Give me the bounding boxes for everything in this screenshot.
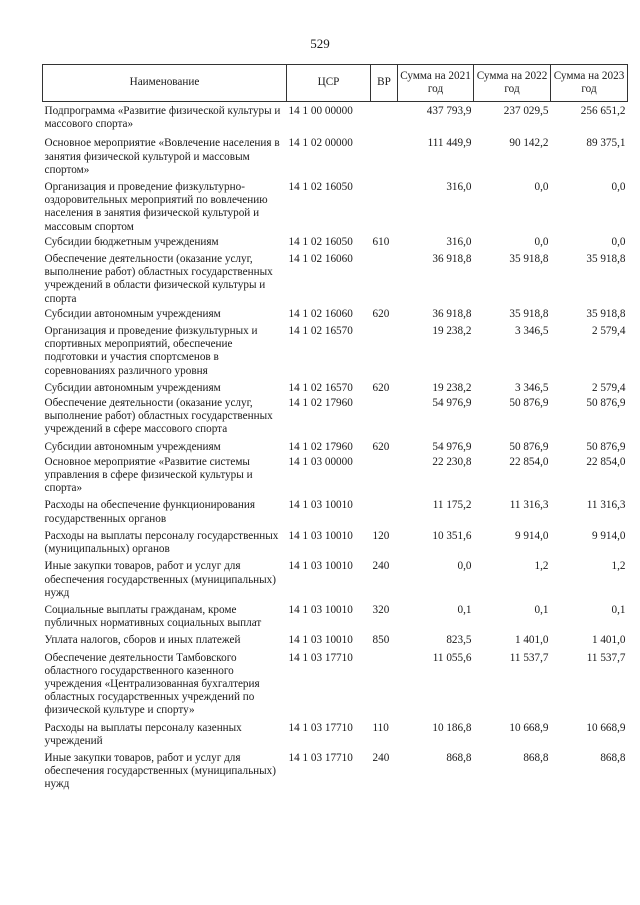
header-sum-2023: Сумма на 2023 год (551, 65, 628, 102)
row-name: Субсидии автономным учреждениям (44, 307, 221, 320)
row-name: Обеспечение деятельности (оказание услуг, выполнение работ) областных государственных учреждений в сфере массового спорта (44, 397, 273, 436)
header-code: ЦСР (287, 65, 371, 102)
row-sum-2021: 22 230,8 (432, 455, 472, 468)
row-vr: 620 (372, 307, 390, 320)
row-name: Уплата налогов, сборов и иных платежей (44, 634, 241, 647)
row-sum-2021: 11 175,2 (432, 499, 472, 512)
table-row (43, 526, 628, 556)
table-row (43, 748, 628, 792)
row-sum-2022: 0,0 (534, 181, 549, 194)
row-sum-2022: 1,2 (534, 560, 549, 573)
header-sum-2022: Сумма на 2022 год (474, 65, 551, 102)
table-row (43, 306, 628, 321)
row-sum-2023: 0,0 (611, 181, 626, 194)
row-sum-2023: 10 668,9 (586, 721, 626, 734)
row-sum-2021: 54 976,9 (432, 397, 472, 410)
row-sum-2021: 316,0 (446, 235, 472, 248)
row-code: 14 1 03 17710 (288, 721, 353, 734)
row-name: Основное мероприятие «Вовлечение населения в занятия физической культурой и массовым спортом» (44, 137, 280, 176)
row-sum-2023: 868,8 (600, 751, 626, 764)
row-sum-2021: 316,0 (446, 181, 472, 194)
row-sum-2021: 19 238,2 (432, 381, 472, 394)
row-name: Подпрограмма «Развитие физической культуры и массового спорта» (44, 105, 281, 131)
row-sum-2022: 9 914,0 (514, 529, 549, 542)
row-vr: 620 (372, 381, 390, 394)
row-sum-2023: 0,1 (611, 603, 626, 616)
row-sum-2022: 11 537,7 (509, 651, 549, 664)
row-vr (371, 648, 398, 718)
row-sum-2022: 22 854,0 (509, 455, 549, 468)
row-code: 14 1 02 00000 (288, 137, 353, 150)
row-sum-2023: 1,2 (611, 560, 626, 573)
row-sum-2023: 0,0 (611, 235, 626, 248)
row-name: Иные закупки товаров, работ и услуг для обеспечения государственных (муниципальных) нужд (44, 560, 276, 599)
row-name: Субсидии автономным учреждениям (44, 381, 221, 394)
row-vr: 240 (372, 560, 390, 573)
table-row (43, 437, 628, 454)
row-sum-2021: 111 449,9 (427, 137, 472, 150)
row-sum-2023: 35 918,8 (586, 253, 626, 266)
row-code: 14 1 02 16060 (288, 307, 353, 320)
table-row (43, 454, 628, 496)
row-name: Основное мероприятие «Развитие системы управления в сфере физической культуры и спорта» (44, 455, 253, 495)
row-sum-2022: 1 401,0 (514, 634, 549, 647)
row-vr: 850 (372, 634, 390, 647)
header-vr: ВР (371, 65, 398, 102)
row-sum-2023: 22 854,0 (586, 455, 626, 468)
row-sum-2022: 0,0 (534, 235, 549, 248)
row-vr: 110 (372, 721, 389, 734)
row-name: Расходы на выплаты персоналу казенных учреждений (44, 721, 242, 747)
row-sum-2021: 19 238,2 (432, 325, 472, 338)
row-code: 14 1 03 17710 (288, 751, 353, 764)
table-row (43, 378, 628, 395)
row-name: Обеспечение деятельности (оказание услуг, выполнение работ) областных государственных учреждений в области физической культуры и спорта (44, 253, 273, 305)
row-vr (371, 131, 398, 177)
table-row (43, 495, 628, 525)
row-sum-2021: 54 976,9 (432, 440, 472, 453)
row-code: 14 1 02 16050 (288, 181, 353, 194)
table-row (43, 630, 628, 647)
row-sum-2023: 9 914,0 (591, 529, 626, 542)
header-sum-2021: Сумма на 2021 год (398, 65, 474, 102)
table-row (43, 556, 628, 600)
row-code: 14 1 02 16060 (288, 253, 353, 266)
row-code: 14 1 00 00000 (288, 105, 353, 117)
table-row (43, 321, 628, 378)
row-sum-2022: 90 142,2 (509, 137, 549, 150)
row-sum-2021: 0,0 (457, 560, 472, 573)
row-vr: 610 (372, 235, 390, 248)
row-vr (371, 395, 398, 437)
row-sum-2023: 256 651,2 (580, 105, 626, 117)
row-code: 14 1 03 17710 (288, 651, 353, 664)
row-code: 14 1 03 10010 (288, 529, 353, 542)
row-sum-2023: 50 876,9 (586, 440, 626, 453)
row-name: Субсидии автономным учреждениям (44, 440, 221, 453)
row-sum-2022: 11 316,3 (509, 499, 549, 512)
row-sum-2021: 10 186,8 (432, 721, 472, 734)
row-sum-2023: 11 537,7 (586, 651, 626, 664)
row-sum-2022: 0,1 (534, 603, 549, 616)
row-vr (371, 102, 398, 132)
table-row (43, 395, 628, 437)
row-vr (371, 495, 398, 525)
row-name: Обеспечение деятельности Тамбовского областного государственного казенного учреждения «Централизованная бухгалтерия областных государственных учреждений по физической культуре и спорту» (44, 651, 260, 717)
row-name: Организация и проведение физкультурно-оздоровительных мероприятий по вовлечению населения в занятия физической культурой и массовым спортом (44, 181, 268, 233)
row-vr: 320 (372, 603, 390, 616)
row-sum-2021: 10 351,6 (432, 529, 472, 542)
row-sum-2021: 868,8 (446, 751, 472, 764)
row-sum-2021: 823,5 (446, 634, 472, 647)
row-code: 14 1 03 10010 (288, 603, 353, 616)
row-vr (371, 177, 398, 234)
row-sum-2022: 3 346,5 (514, 381, 549, 394)
row-vr (371, 249, 398, 306)
row-code: 14 1 02 16050 (288, 235, 353, 248)
table-row (43, 234, 628, 249)
row-code: 14 1 02 17960 (288, 440, 353, 453)
row-sum-2022: 237 029,5 (503, 105, 549, 117)
table-row (43, 102, 628, 132)
row-code: 14 1 03 00000 (288, 455, 353, 468)
row-sum-2023: 1 401,0 (591, 634, 626, 647)
header-name: Наименование (43, 65, 287, 102)
row-sum-2021: 0,1 (457, 603, 472, 616)
row-sum-2022: 35 918,8 (509, 253, 549, 266)
row-name: Расходы на выплаты персоналу государственных (муниципальных) органов (44, 529, 279, 556)
row-sum-2023: 2 579,4 (591, 381, 626, 394)
row-name: Субсидии бюджетным учреждениям (44, 235, 219, 248)
row-sum-2021: 36 918,8 (432, 307, 472, 320)
row-vr: 620 (372, 440, 390, 453)
row-sum-2022: 35 918,8 (509, 307, 549, 320)
row-name: Расходы на обеспечение функционирования государственных органов (44, 499, 255, 525)
row-sum-2022: 50 876,9 (509, 397, 549, 410)
table-body (43, 102, 628, 792)
row-vr (371, 321, 398, 378)
row-sum-2023: 11 316,3 (586, 499, 626, 512)
row-sum-2023: 50 876,9 (586, 397, 626, 410)
table-row (43, 249, 628, 306)
row-code: 14 1 03 10010 (288, 560, 353, 573)
row-vr: 240 (372, 751, 390, 764)
row-code: 14 1 02 16570 (288, 325, 353, 338)
row-name: Организация и проведение физкультурных и спортивных мероприятий, обеспечение подготовки и участия спортсменов в соревнованиях различного уровня (44, 325, 258, 377)
row-code: 14 1 03 10010 (288, 634, 353, 647)
row-name: Иные закупки товаров, работ и услуг для обеспечения государственных (муниципальных) нужд (44, 751, 276, 791)
table-row (43, 718, 628, 748)
table-row (43, 131, 628, 177)
row-sum-2022: 50 876,9 (509, 440, 549, 453)
row-sum-2023: 35 918,8 (586, 307, 626, 320)
budget-table (42, 64, 628, 792)
row-sum-2023: 2 579,4 (591, 325, 626, 338)
row-sum-2021: 437 793,9 (426, 105, 472, 117)
row-name: Социальные выплаты гражданам, кроме публичных нормативных социальных выплат (44, 603, 262, 630)
row-code: 14 1 02 17960 (288, 397, 353, 410)
row-sum-2022: 3 346,5 (514, 325, 549, 338)
row-code: 14 1 03 10010 (288, 499, 353, 512)
row-vr (371, 454, 398, 496)
row-sum-2021: 11 055,6 (432, 651, 472, 664)
row-code: 14 1 02 16570 (288, 381, 353, 394)
row-vr: 120 (372, 529, 390, 542)
row-sum-2023: 89 375,1 (586, 137, 626, 150)
table-row (43, 177, 628, 234)
table-row (43, 600, 628, 630)
row-sum-2022: 868,8 (523, 751, 549, 764)
table-row (43, 648, 628, 718)
page-number: 529 (310, 36, 330, 51)
row-sum-2021: 36 918,8 (432, 253, 472, 266)
row-sum-2022: 10 668,9 (509, 721, 549, 734)
table-header (43, 65, 628, 102)
